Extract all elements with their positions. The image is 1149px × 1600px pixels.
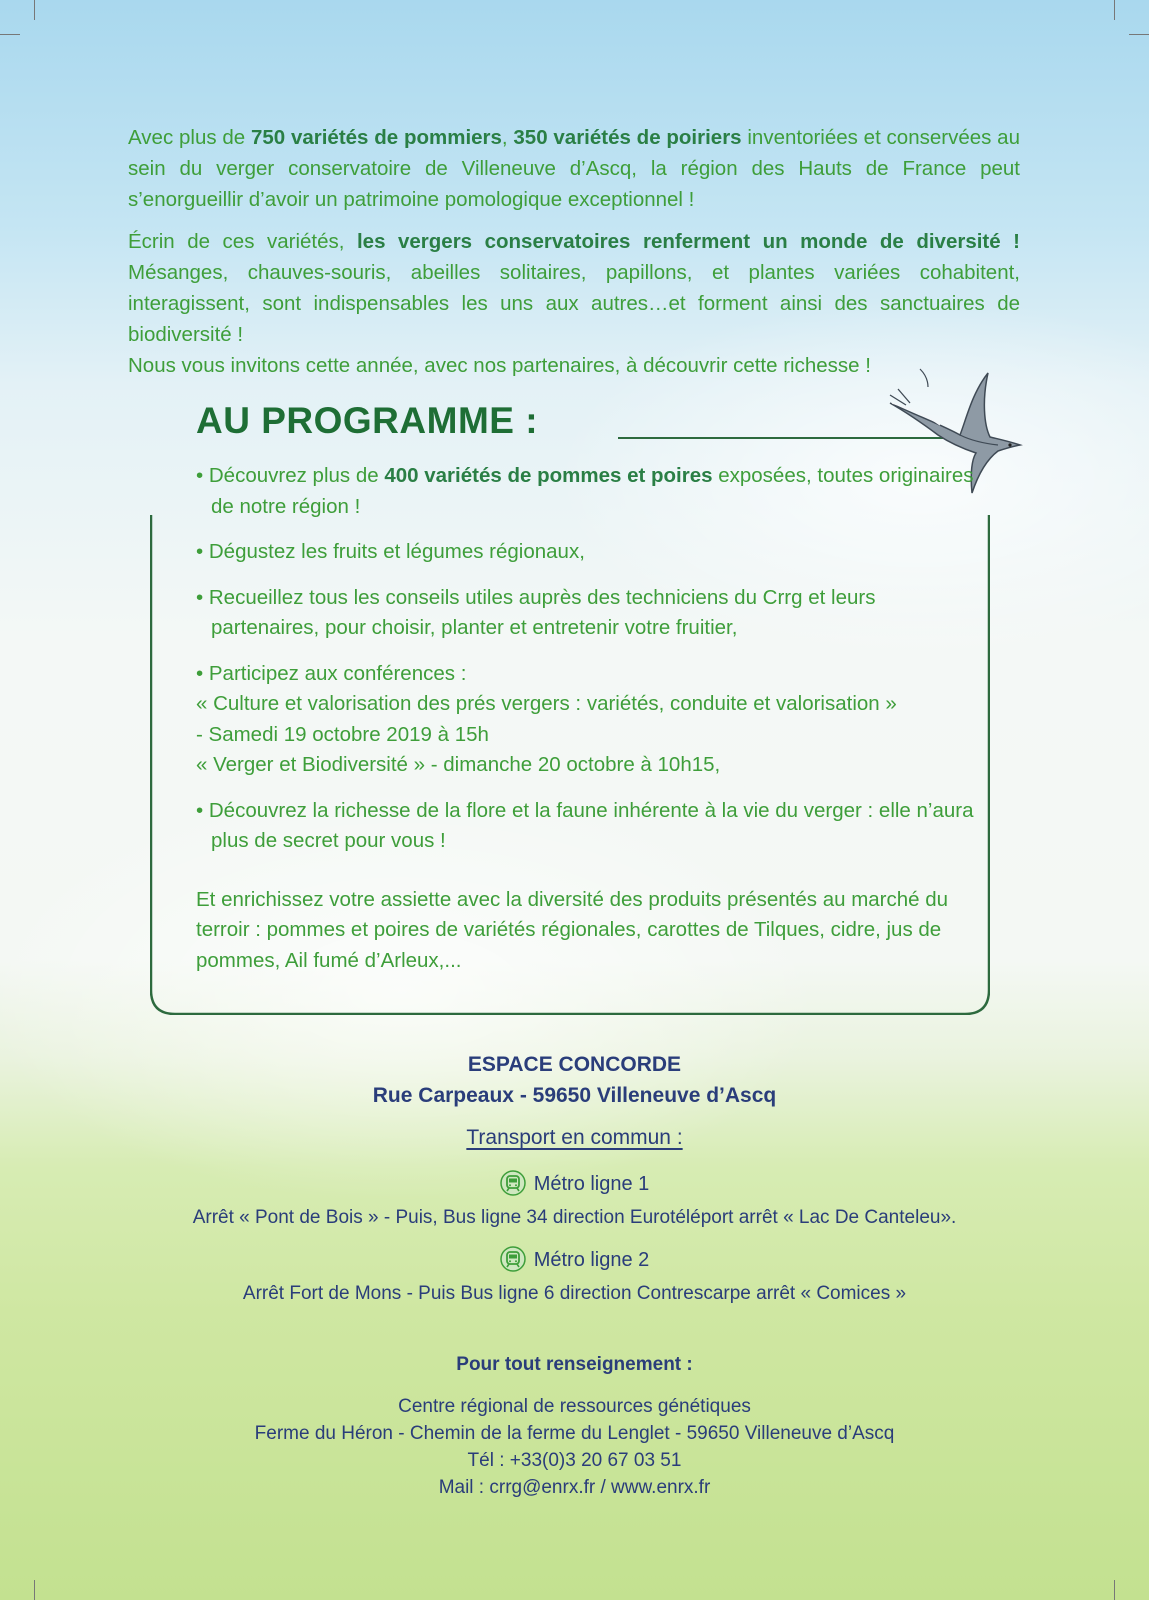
intro-text-span: inventoriées et conservées au sein du verger conservatoire de Villeneuve d’Ascq, la région des Hauts de France peut s’enorgueillir d’avoir un patrimoine pomologique exceptionnel !	[128, 126, 1020, 211]
item-text: • Découvrez plus de	[196, 464, 385, 487]
contact-address: Ferme du Héron - Chemin de la ferme du Lenglet - 59650 Villeneuve d’Ascq	[254, 1423, 895, 1444]
crop-mark	[1114, 0, 1115, 20]
conference-2: « Verger et Biodiversité » - dimanche 20 octobre à 10h15,	[196, 753, 721, 776]
intro-text	[128, 122, 1020, 381]
crop-mark	[0, 34, 20, 35]
metro-1-label: Métro ligne 1	[533, 1173, 650, 1195]
transport-heading	[0, 1126, 1149, 1150]
metro-train-icon	[500, 1246, 526, 1272]
apple-varieties-highlight: 750 variétés de pommiers	[250, 126, 502, 149]
metro-2-directions: Arrêt Fort de Mons - Puis Bus ligne 6 direction Contrescarpe arrêt « Comices »	[242, 1283, 907, 1304]
info-heading: Pour tout renseignement :	[456, 1354, 693, 1375]
programme-item-tasting: • Dégustez les fruits et légumes régionaux,	[196, 540, 585, 563]
programme-item-advice: • Recueillez tous les conseils utiles auprès des techniciens du Crrg et leurs partenaires, pour choisir, planter et entretenir votre fruitier,	[196, 585, 876, 639]
venue-block	[0, 1049, 1149, 1111]
programme-title: AU PROGRAMME :	[196, 400, 539, 441]
varieties-highlight: 400 variétés de pommes et poires	[384, 464, 713, 487]
crop-mark	[34, 0, 35, 20]
programme-item-nature: • Découvrez la richesse de la flore et la faune inhérente à la vie du verger : elle n’aura plus de secret pour vous !	[196, 798, 974, 852]
intro-text-span: Avec plus de	[128, 126, 251, 149]
crop-mark	[34, 1580, 35, 1600]
venue-address: Rue Carpeaux - 59650 Villeneuve d’Ascq	[372, 1084, 777, 1107]
contact-organization: Centre régional de ressources génétiques	[398, 1396, 751, 1417]
metro-1-directions: Arrêt « Pont de Bois » - Puis, Bus ligne 34 direction Eurotéléport arrêt « Lac De Canteleu».	[192, 1207, 957, 1228]
diversity-highlight: les vergers conservatoires renferment un monde de diversité !	[356, 230, 1020, 253]
conference-1-date: - Samedi 19 octobre 2019 à 15h	[196, 722, 489, 746]
crop-mark	[1114, 1580, 1115, 1600]
venue-name: ESPACE CONCORDE	[467, 1053, 682, 1076]
terroir-paragraph: Et enrichissez votre assiette avec la diversité des produits présentés au marché du terroir : pommes et poires de variétés régionales, carottes de Tilques, cidre, jus de pommes, Ail fumé d’Arleux,...	[196, 887, 949, 972]
conferences-lead: • Participez aux conférences :	[196, 661, 467, 685]
transport-title: Transport en commun :	[466, 1126, 683, 1149]
pear-varieties-highlight: 350 variétés de poiriers	[513, 126, 742, 149]
item-text: exposées, toutes originaires de notre région !	[211, 464, 974, 518]
intro-paragraph-1	[128, 122, 1020, 215]
invitation-line: Nous vous invitons cette année, avec nos partenaires, à découvrir cette richesse !	[128, 354, 871, 377]
intro-text-span: ,	[501, 126, 514, 149]
contact-block	[0, 1393, 1149, 1501]
contact-email-web: Mail : crrg@enrx.fr / www.enrx.fr	[438, 1477, 711, 1498]
metro-line-1	[0, 1170, 1149, 1196]
conference-1-title: « Culture et valorisation des prés vergers : variétés, conduite et valorisation »	[196, 692, 897, 715]
programme-item-varieties	[196, 461, 986, 522]
metro-2-label: Métro ligne 2	[533, 1249, 650, 1271]
intro-text-span: Écrin de ces variétés,	[128, 230, 357, 253]
metro-train-icon	[500, 1170, 526, 1196]
programme-list	[196, 461, 986, 976]
programme-item-conferences	[196, 659, 986, 781]
contact-phone: Tél : +33(0)3 20 67 03 51	[467, 1450, 682, 1471]
metro-line-2	[0, 1246, 1149, 1272]
crop-mark	[1129, 34, 1149, 35]
intro-text-span: Mésanges, chauves-souris, abeilles solitaires, papillons, et plantes variées cohabitent, interagissent, sont indispensables les uns aux autres…et forment ainsi des sanctuaires de biodiversité !	[128, 261, 1020, 346]
intro-paragraph-2	[128, 226, 1020, 381]
